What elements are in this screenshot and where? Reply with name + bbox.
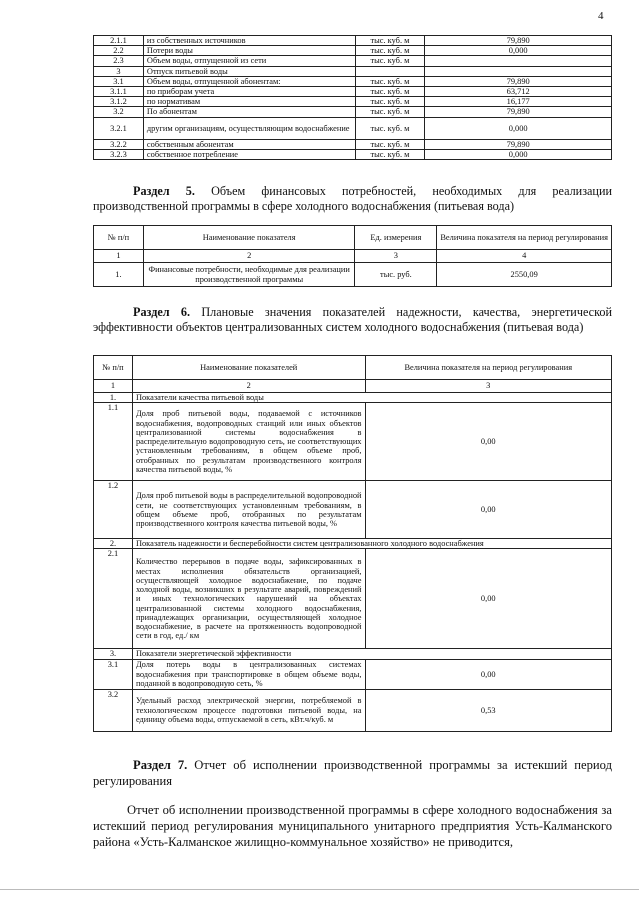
- t3-group2-title: Показатель надежности и бесперебойности систем централизованного холодного водоснабжения: [132, 539, 611, 549]
- t1-cell-name: по нормативам: [143, 97, 355, 107]
- t1-cell-num: 3: [94, 66, 144, 76]
- t3-colnum-3: 3: [365, 380, 612, 393]
- t1-cell-num: 3.2.3: [94, 149, 144, 159]
- t2-row-value: 2550,09: [437, 263, 612, 287]
- t1-cell-name: Отпуск питьевой воды: [143, 66, 355, 76]
- t1-cell-num: 3.2.2: [94, 139, 144, 149]
- t1-cell-unit: тыс. куб. м: [355, 107, 425, 117]
- t3-header-value: Величина показателя на период регулирования: [365, 356, 612, 380]
- t3-r12-name: Доля проб питьевой воды в распределительной водопроводной сети, не соответствующих установленным требованиям, в общем объеме проб, отобранных по результатам производственного контроля качества питьевой воды, %: [132, 481, 365, 539]
- section5-heading: [93, 184, 612, 213]
- financial-needs-table: [93, 225, 612, 287]
- t3-group1-title: Показатели качества питьевой воды: [132, 393, 611, 403]
- t3-colnum-1: 1: [94, 380, 133, 393]
- section5-label: Раздел 5.: [133, 184, 195, 198]
- t2-header-num: № п/п: [94, 226, 144, 250]
- t2-row-num: 1.: [94, 263, 144, 287]
- t1-cell-name: из собственных источников: [143, 36, 355, 46]
- t1-cell-name: По абонентам: [143, 107, 355, 117]
- t3-r31-num: 3.1: [94, 659, 133, 689]
- t1-cell-num: 3.2: [94, 107, 144, 117]
- t1-cell-num: 3.1: [94, 76, 144, 86]
- t1-cell-num: 3.1.2: [94, 97, 144, 107]
- section6-label: Раздел 6.: [133, 305, 191, 319]
- page-number: 4: [598, 10, 604, 22]
- t1-cell-value: 0,000: [425, 117, 612, 139]
- t1-cell-num: 3.1.1: [94, 87, 144, 97]
- t2-row-unit: тыс. руб.: [355, 263, 437, 287]
- t2-header-unit: Ед. измерения: [355, 226, 437, 250]
- t1-cell-value: 79,890: [425, 76, 612, 86]
- t1-cell-value: [425, 66, 612, 76]
- t1-cell-name: Потери воды: [143, 46, 355, 56]
- t1-cell-value: 16,177: [425, 97, 612, 107]
- t2-header-value: Величина показателя на период регулирования: [437, 226, 612, 250]
- water-balance-table: [93, 35, 612, 160]
- t1-cell-unit: тыс. куб. м: [355, 117, 425, 139]
- table-row: [94, 56, 612, 66]
- t1-cell-unit: тыс. куб. м: [355, 97, 425, 107]
- t1-cell-name: Объем воды, отпущенной абонентам:: [143, 76, 355, 86]
- t1-cell-unit: тыс. куб. м: [355, 36, 425, 46]
- t2-colnum-2: 2: [143, 250, 355, 263]
- t3-group2-num: 2.: [94, 539, 133, 549]
- t1-cell-value: 63,712: [425, 87, 612, 97]
- t1-cell-name: Объем воды, отпущенной из сети: [143, 56, 355, 66]
- section6-title: Плановые значения показателей надежности, качества, энергетической эффективности объектов централизованных систем холодного водоснабжения (питьевая вода): [93, 305, 612, 334]
- t1-cell-value: 79,890: [425, 107, 612, 117]
- t2-colnum-1: 1: [94, 250, 144, 263]
- t1-cell-value: 0,000: [425, 46, 612, 56]
- t3-r32-value: 0,53: [365, 689, 612, 731]
- t3-r21-name: Количество перерывов в подаче воды, зафиксированных в местах исполнения обязательств организацией, осуществляющей холодное водоснабжение, по подаче холодной воды, возникших в результате аварий, повреждений и иных технологических нарушений на объектах централизованной системы холодного водоснабжения, принадлежащих организации, осуществляющей холодное водоснабжение, в расчете на протяженность водопроводной сети в год, ед./ км: [132, 549, 365, 649]
- table-row: [94, 107, 612, 117]
- t1-cell-num: 2.2: [94, 46, 144, 56]
- section6-heading: [93, 305, 612, 334]
- section7-heading: [93, 757, 612, 789]
- t1-cell-unit: тыс. куб. м: [355, 76, 425, 86]
- section7-title: Отчет об исполнении производственной программы за истекший период регулирования: [93, 758, 612, 788]
- t1-cell-unit: тыс. куб. м: [355, 56, 425, 66]
- t3-r11-name: Доля проб питьевой воды, подаваемой с источников водоснабжения, водопроводных станций или иных объектов централизованной системы водоснабжения в распределительную водопроводную сеть, не соответствующих установленным требованиям, в общем объеме проб, отобранных по результатам производственного контроля качества питьевой воды, %: [132, 403, 365, 481]
- t1-cell-num: 2.1.1: [94, 36, 144, 46]
- t3-r32-name: Удельный расход электрической энергии, потребляемой в технологическом процессе подготовки питьевой воды, на единицу объема воды, отпускаемой в сеть, кВт.ч/куб. м: [132, 689, 365, 731]
- indicators-table: [93, 355, 612, 732]
- t3-r12-value: 0,00: [365, 481, 612, 539]
- t3-r21-num: 2.1: [94, 549, 133, 649]
- t3-r11-value: 0,00: [365, 403, 612, 481]
- table-row: [94, 66, 612, 76]
- t1-cell-unit: тыс. куб. м: [355, 46, 425, 56]
- t3-group3-num: 3.: [94, 649, 133, 659]
- section5-title: Объем финансовых потребностей, необходимых для реализации производственной программы в сфере холодного водоснабжения (питьевая вода): [93, 184, 612, 213]
- t1-cell-name: другим организациям, осуществляющим водоснабжение: [143, 117, 355, 139]
- t1-cell-name: по приборам учета: [143, 87, 355, 97]
- table-row: [94, 149, 612, 159]
- t3-header-num: № п/п: [94, 356, 133, 380]
- section7-paragraph: Отчет об исполнении производственной программы в сфере холодного водоснабжения за истекший период регулирования муниципального унитарного предприятия Усть-Калманского района «Усть-Калманское жилищно-коммунальное хозяйство» не приводится,: [93, 803, 612, 849]
- t1-cell-unit: [355, 66, 425, 76]
- t2-row-name: Финансовые потребности, необходимые для реализации производственной программы: [143, 263, 355, 287]
- table-row: [94, 87, 612, 97]
- t1-cell-unit: тыс. куб. м: [355, 149, 425, 159]
- t1-cell-name: собственным абонентам: [143, 139, 355, 149]
- table-row: [94, 46, 612, 56]
- t3-r21-value: 0,00: [365, 549, 612, 649]
- t1-cell-value: [425, 56, 612, 66]
- t2-header-name: Наименование показателя: [143, 226, 355, 250]
- table-row: [94, 97, 612, 107]
- table-row: [94, 76, 612, 86]
- t3-r32-num: 3.2: [94, 689, 133, 731]
- t3-header-name: Наименование показателей: [132, 356, 365, 380]
- t1-cell-value: 0,000: [425, 149, 612, 159]
- t1-cell-unit: тыс. куб. м: [355, 139, 425, 149]
- table-row: [94, 117, 612, 139]
- t1-cell-unit: тыс. куб. м: [355, 87, 425, 97]
- t2-colnum-4: 4: [437, 250, 612, 263]
- t3-group3-title: Показатели энергетической эффективности: [132, 649, 611, 659]
- t3-r31-name: Доля потерь воды в централизованных системах водоснабжения при транспортировке в общем объеме воды, поданной в водопроводную сеть, %: [132, 659, 365, 689]
- table-row: [94, 36, 612, 46]
- t3-r31-value: 0,00: [365, 659, 612, 689]
- page-bottom-edge: [0, 889, 639, 890]
- t3-group1-num: 1.: [94, 393, 133, 403]
- t1-cell-num: 2.3: [94, 56, 144, 66]
- t1-cell-value: 79,890: [425, 139, 612, 149]
- table-row: [94, 139, 612, 149]
- t3-r11-num: 1.1: [94, 403, 133, 481]
- t3-r12-num: 1.2: [94, 481, 133, 539]
- t2-colnum-3: 3: [355, 250, 437, 263]
- t1-cell-name: собственное потребление: [143, 149, 355, 159]
- section7-label: Раздел 7.: [133, 758, 188, 772]
- t1-cell-value: 79,890: [425, 36, 612, 46]
- t3-colnum-2: 2: [132, 380, 365, 393]
- t1-cell-num: 3.2.1: [94, 117, 144, 139]
